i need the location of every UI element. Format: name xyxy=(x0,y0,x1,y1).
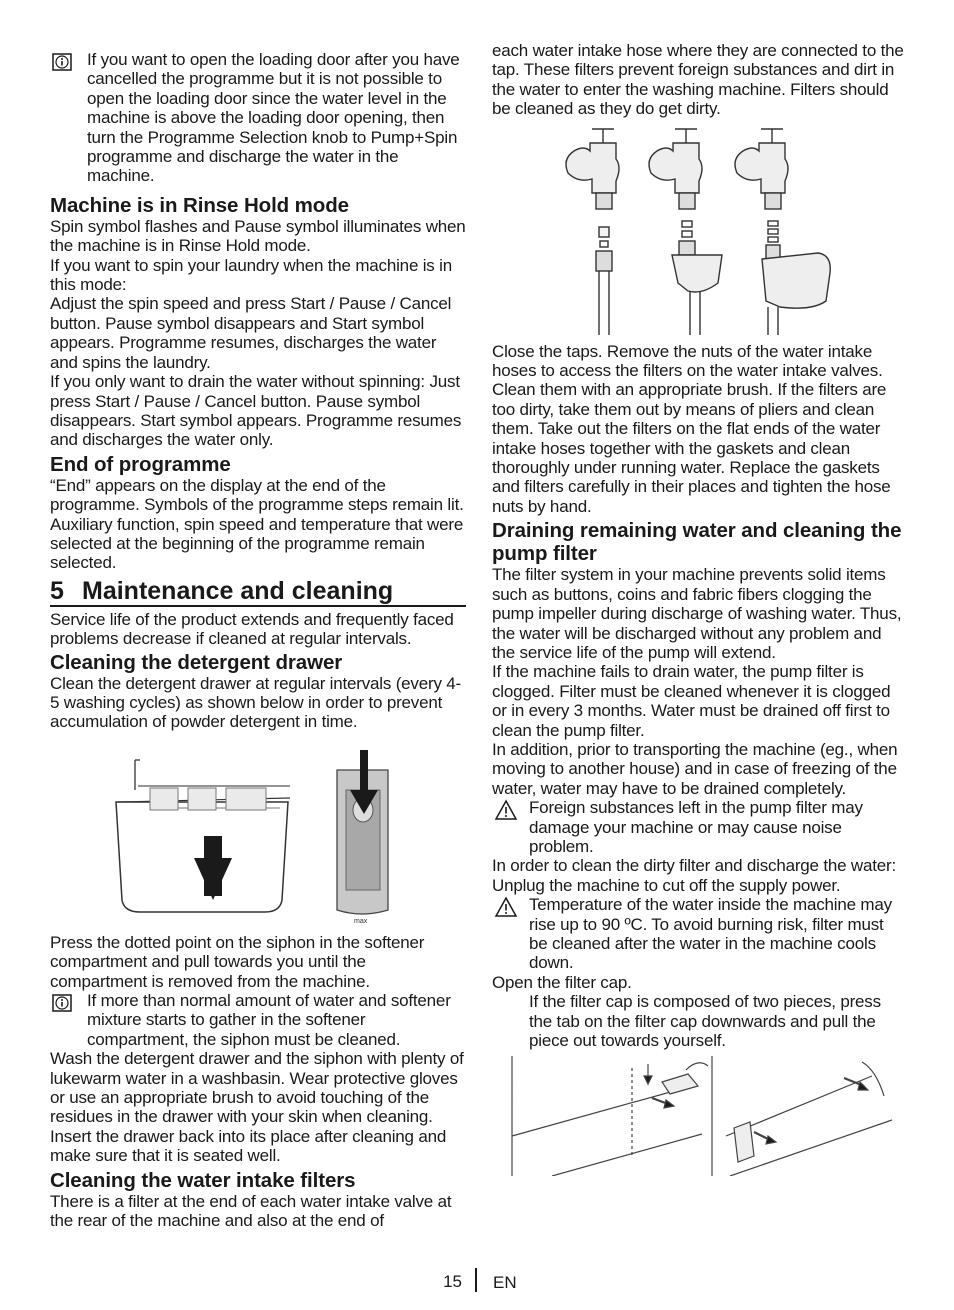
paragraph: The filter system in your machine prevents solid items such as buttons, coins and fabric fibers clogging the pump impeller during discharge of washing water. Thus, the water will be discharged without any problem and the service life of the pump will extend. xyxy=(492,565,902,662)
section-title-text: Maintenance and cleaning xyxy=(82,576,394,605)
detergent-drawer-illustration xyxy=(50,750,466,930)
paragraph: Press the dotted point on the siphon in the softener compartment and pull towards you until the compartment is removed from the machine. xyxy=(50,932,425,991)
detergent-drawer-heading: Cleaning the detergent drawer xyxy=(50,650,343,674)
paragraph: Open the filter cap. xyxy=(492,972,632,992)
filter-cap-figure xyxy=(492,1056,906,1176)
warning-icon xyxy=(494,896,518,923)
paragraph: Unplug the machine to cut off the supply power. xyxy=(492,875,841,895)
paragraph: Service life of the product extends and frequently faced problems decrease if cleaned at regular intervals. xyxy=(50,609,454,649)
info-icon xyxy=(52,53,72,76)
footer-divider xyxy=(475,1268,477,1292)
page-number: 15 xyxy=(443,1272,462,1291)
warning-icon xyxy=(494,799,518,826)
info-note xyxy=(50,50,466,186)
warning-note xyxy=(492,798,906,856)
left-column xyxy=(50,0,466,1230)
paragraph: Close the taps. Remove the nuts of the water intake hoses to access the filters on the water intake valves. Clean them with an appropriate brush. If the filters are too dirty, take them out by means of pliers and clean them. Take out the filters on the flat ends of the water intake hoses together with the gaskets and clean thoroughly under running water. Replace the gaskets and filters carefully in their places and tighten the hose nuts by hand. xyxy=(492,341,891,516)
paragraph: In order to clean the dirty filter and discharge the water: xyxy=(492,856,896,876)
paragraph: In addition, prior to transporting the machine (eg., when moving to another house) and in case of freezing of the water, water may have to be drained completely. xyxy=(492,739,898,798)
pump-filter-heading: Draining remaining water and cleaning the pump filter xyxy=(492,519,902,566)
warning-note xyxy=(492,895,906,973)
paragraph: each water intake hose where they are connected to the tap. These filters prevent foreign substances and dirt in the water to enter the washing machine. Filters should be cleaned as they do get dirty. xyxy=(492,41,904,119)
section-title xyxy=(50,577,466,607)
paragraph: If the machine fails to drain water, the pump filter is clogged. Filter must be cleaned whenever it is clogged or in every 3 months. Water must be drained off first to clean the pump filter. xyxy=(492,662,891,740)
paragraph: There is a filter at the end of each water intake valve at the rear of the machine and also at the end of xyxy=(50,1191,452,1231)
paragraph: If the filter cap is composed of two pieces, press the tab on the filter cap downwards and pull the piece out towards yourself. xyxy=(529,992,881,1051)
paragraph: Adjust the spin speed and press Start / Pause / Cancel button. Pause symbol disappears and Start symbol appears. Programme resumes, discharges the water and spins the laundry. xyxy=(50,294,452,372)
note-text: If more than normal amount of water and softener mixture starts to gather in the softener compartment, the siphon must be cleaned. xyxy=(87,991,451,1049)
section-number: 5 xyxy=(50,576,64,605)
paragraph: Clean the detergent drawer at regular intervals (every 4-5 washing cycles) as shown below in order to prevent accumulation of powder detergent in time. xyxy=(50,673,461,732)
right-column xyxy=(492,0,906,1176)
note-text: If you want to open the loading door after you have cancelled the programme but it is not possible to open the loading door since the water level in the machine is above the loading door opening, then turn the Programme Selection knob to Pump+Spin programme and discharge the water in the machine. xyxy=(87,50,460,186)
warning-text: Temperature of the water inside the machine may rise up to 90 ºC. To avoid burning risk, filter must be cleaned after the water in the machine cools down. xyxy=(529,895,892,973)
tap-2 xyxy=(649,129,722,335)
paragraph: Wash the detergent drawer and the siphon with plenty of lukewarm water in a washbasin. Wear protective gloves or use an appropriate brush to avoid touching of the residues in the drawer with your skin when cleaning. Insert the drawer back into its place after cleaning and make sure that it is seated well. xyxy=(50,1049,464,1166)
language-code: EN xyxy=(493,1273,517,1292)
warning-text: Foreign substances left in the pump filter may damage your machine or may cause noise problem. xyxy=(529,798,863,856)
tap-3 xyxy=(735,129,830,335)
water-intake-filters-heading: Cleaning the water intake filters xyxy=(50,1168,356,1192)
info-note xyxy=(50,991,466,1049)
info-icon xyxy=(52,994,72,1017)
taps-figure xyxy=(492,123,906,338)
page-footer xyxy=(430,1268,530,1296)
filter-cap-illustration xyxy=(492,1056,906,1176)
paragraph: “End” appears on the display at the end of the programme. Symbols of the programme steps remain lit. Auxiliary function, spin speed and temperature that were selected at the beginning of the programme remain selected. xyxy=(50,475,464,573)
paragraph: Spin symbol flashes and Pause symbol illuminates when the machine is in Rinse Hold mode. xyxy=(50,216,466,256)
paragraph: If you want to spin your laundry when the machine is in this mode: xyxy=(50,255,452,295)
end-of-programme-heading: End of programme xyxy=(50,452,231,476)
drawer-figure xyxy=(50,750,466,930)
water-tap-filters-illustration xyxy=(492,123,906,338)
rinse-hold-heading: Machine is in Rinse Hold mode xyxy=(50,193,349,217)
paragraph: If you only want to drain the water without spinning: Just press Start / Pause / Cancel button. Pause symbol disappears. Start symbol appears. Programme resumes and discharges the water only. xyxy=(50,372,462,450)
siphon-max-label: max xyxy=(354,917,368,925)
tap-1 xyxy=(566,129,619,335)
